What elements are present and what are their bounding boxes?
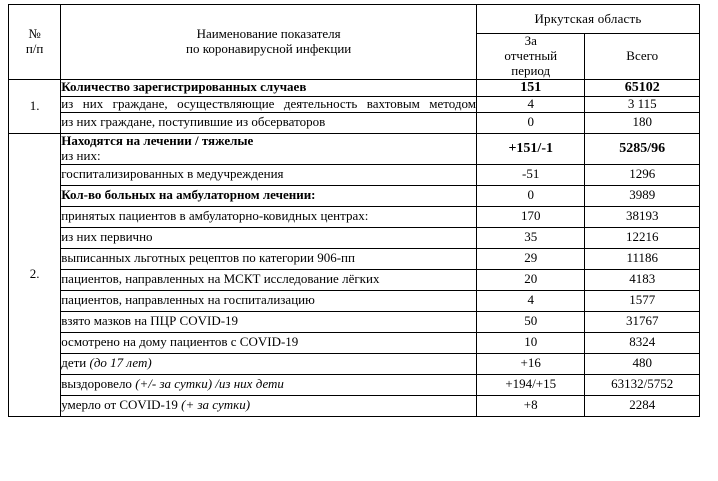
header-indicator-line1: Наименование показателя [196,25,341,41]
header-cell-indicator-name [61,5,477,80]
row-total-shift-workers: 3 115 [585,96,700,112]
row-period-shift-workers: 4 [477,96,585,112]
row-label-referred-hospitalization: пациентов, направленных на госпитализацию [61,290,477,311]
row-period-registered-cases: 151 [477,79,585,96]
table-row [9,332,700,353]
header-cell-number [9,5,61,80]
row-label-deaths [61,395,477,416]
row-total-primary: 12216 [585,227,700,248]
row-total-registered-cases: 65102 [585,79,700,96]
row-group-number-2: 2. [9,133,61,416]
header-period-line3: период [511,62,551,78]
row-total-ct-scan: 4183 [585,269,700,290]
row-label-pcr-swabs: взято мазков на ПЦР COVID-19 [61,311,477,332]
row-total-hospitalized: 1296 [585,164,700,185]
row-label-observators: из них граждане, поступившие из обсерваторов [61,112,477,133]
row-period-primary: 35 [477,227,585,248]
row-label-primary: из них первично [61,227,477,248]
table-row [9,206,700,227]
covid-statistics-table [8,4,700,417]
row-total-covid-centers: 38193 [585,206,700,227]
row-label-under-treatment [61,133,477,164]
table-row [9,374,700,395]
row-total-observators: 180 [585,112,700,133]
row-total-outpatient-count: 3989 [585,185,700,206]
header-period-line1: За [524,33,537,48]
row-group-number-1: 1. [9,79,61,133]
row-label-shift-workers: из них граждане, осуществляющие деятельность вахтовым методом [61,95,476,111]
row-period-outpatient-count: 0 [477,185,585,206]
table-row [9,269,700,290]
table-row [9,164,700,185]
row-period-covid-centers: 170 [477,206,585,227]
row-label-hospitalized: госпитализированных в медучреждения [61,164,477,185]
row-label-under-treatment-text: Находятся на лечении / тяжелые [61,132,254,148]
row-label-children-note: (до 17 лет) [89,355,152,371]
row-label-registered-cases: Количество зарегистрированных случаев [61,79,477,96]
row-label-under-treatment-note: из них: [61,147,101,163]
table-row [9,133,700,164]
document-page [0,4,718,481]
row-total-prescriptions: 11186 [585,248,700,269]
table-row [9,79,700,96]
row-label-home-visits: осмотрено на дому пациентов с COVID-19 [61,332,477,353]
row-total-deaths: 2284 [585,395,700,416]
table-row [9,395,700,416]
row-total-pcr-swabs: 31767 [585,311,700,332]
row-label-recovered [61,374,477,395]
row-period-home-visits: 10 [477,332,585,353]
row-period-prescriptions: 29 [477,248,585,269]
table-header-row-1 [9,5,700,34]
row-total-home-visits: 8324 [585,332,700,353]
row-period-pcr-swabs: 50 [477,311,585,332]
row-period-referred-hospitalization: 4 [477,290,585,311]
row-period-children: +16 [477,353,585,374]
table-row [9,185,700,206]
table-row [9,227,700,248]
row-label-ct-scan: пациентов, направленных на МСКТ исследование лёгких [61,269,477,290]
header-indicator-line2: по коронавирусной инфекции [185,40,352,56]
header-cell-region: Иркутская область [477,5,700,34]
table-row [9,248,700,269]
header-cell-total: Всего [585,34,700,80]
table-row [9,353,700,374]
header-period-line2: отчетный [504,47,558,63]
row-period-under-treatment: +151/-1 [477,133,585,164]
row-label-covid-centers: принятых пациентов в амбулаторно-ковидных центрах: [61,206,477,227]
table-row [9,112,700,133]
row-label-children-text: дети [61,355,90,371]
row-label-recovered-note: (+/- за сутки) /из них дети [135,376,284,392]
row-period-hospitalized: -51 [477,164,585,185]
row-period-recovered: +194/+15 [477,374,585,395]
header-cell-reporting-period [477,34,585,80]
row-total-children: 480 [585,353,700,374]
row-label-deaths-text: умерло от COVID-19 [61,397,182,413]
row-total-referred-hospitalization: 1577 [585,290,700,311]
table-row [9,96,700,112]
row-total-under-treatment: 5285/96 [585,133,700,164]
row-period-observators: 0 [477,112,585,133]
header-number-line2: п/п [25,40,44,56]
table-row [9,311,700,332]
table-row [9,290,700,311]
header-number-line1: № [28,25,41,41]
row-period-ct-scan: 20 [477,269,585,290]
row-period-deaths: +8 [477,395,585,416]
row-label-children [61,353,477,374]
row-label-deaths-note: (+ за сутки) [181,397,251,413]
row-total-recovered: 63132/5752 [585,374,700,395]
row-label-prescriptions: выписанных льготных рецептов по категории 906-пп [61,248,477,269]
row-label-recovered-text: выздоровело [61,376,136,392]
row-label-outpatient-count: Кол-во больных на амбулаторном лечении: [61,185,477,206]
